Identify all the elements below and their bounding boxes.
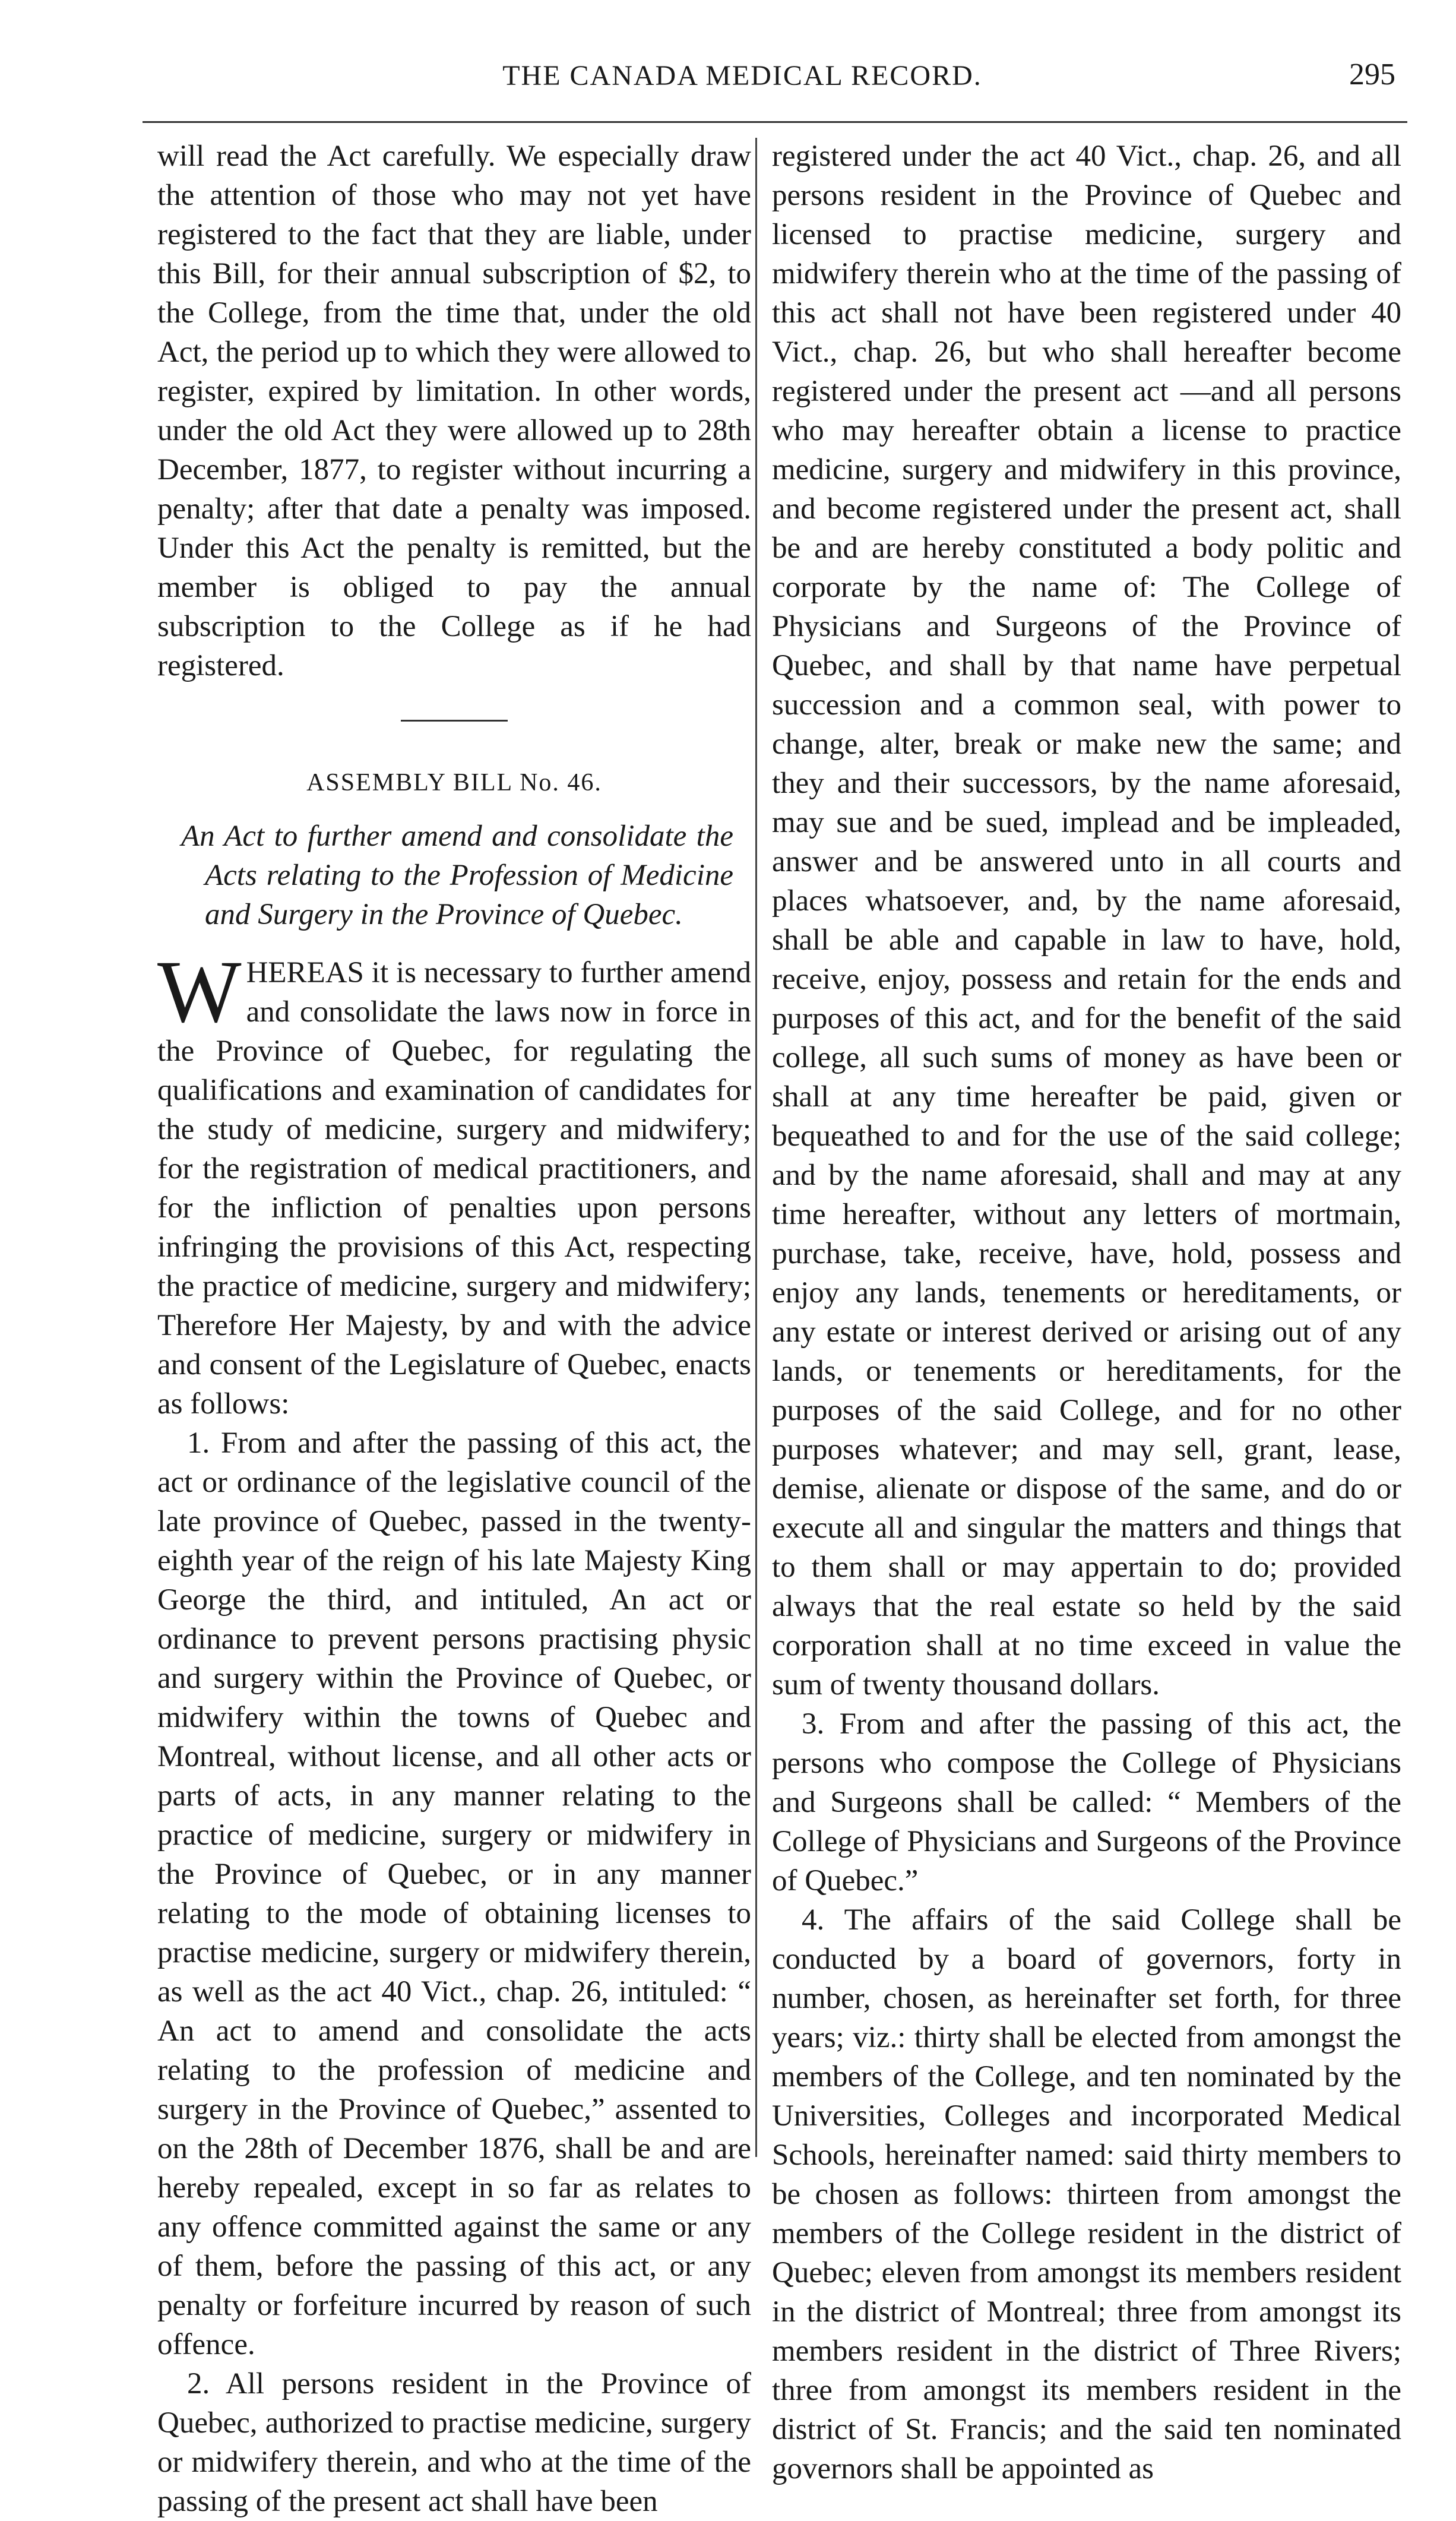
bill-title: An Act to further amend and consolidate the Acts relating to the Profession of Medicine and Surgery in the Province of Quebec. [181,820,733,931]
header-rule [143,121,1407,123]
running-header [143,55,1407,102]
section-4: 4. The affairs of the said College shall be conducted by a board of governors, forty in number, chosen, as hereinafter set forth, for three years; viz.: thirty shall be elected from amongst the members of the College, and ten nominated by the Universities, Colleges and incorporated Medical Schools, hereinafter named: said thirty members to be chosen as follows: thirteen from amongst the members of the College resident in the district of Quebec; eleven from amongst its members resident in the district of Montreal; three from amongst its members resident in the district of Three Rivers; three from amongst its members resident in the district of St. Francis; and the said ten nominated governors shall be appointed as [772,1903,1401,2485]
section-divider [401,720,508,722]
section-1: 1. From and after the passing of this act, the act or ordinance of the legislative council of the late province of Quebec, passed in the twenty-eighth year of the reign of his late Majesty King George the third, and intituled, An act or ordinance to prevent persons practising physic and surgery within the Province of Quebec, or midwifery within the towns of Quebec and Montreal, without license, and all other acts or parts of acts, in any manner relating to the practice of medicine, surgery or midwifery in the Province of Quebec, or in any manner relating to the mode of obtaining licenses to practise medicine, surgery or midwifery therein, as well as the act 40 Vict., chap. 26, intituled: “ An act to amend and consolidate the acts relating to the profession of medicine and surgery in the Province of Quebec,” assented to on the 28th of December 1876, shall be and are hereby repealed, except in so far as relates to any offence committed against the same or any of them, before the passing of this act, or any penalty or forfeiture incurred by reason of such offence. [157,1426,751,2361]
right-column [772,137,1401,2488]
section-2-continued: registered under the act 40 Vict., chap. 26, and all persons resident in the Province of Quebec and licensed to practise medicine, surgery and midwifery therein who at the time of the passing of this act shall not have been registered under 40 Vict., chap. 26, but who shall hereafter become registered under the present act —and all persons who may hereafter obtain a license to practice medicine, surgery and midwifery in this province, and become registered under the present act, shall be and are hereby constituted a body politic and corporate by the name of: The College of Physicians and Surgeons of the Province of Quebec, and shall by that name have perpetual succession and a common seal, with power to change, alter, break or make new the same; and they and their successors, by the name aforesaid, may sue and be sued, implead and be impleaded, answer and be answered unto in all courts and places whatsoever, and, by the name aforesaid, shall be able and capable in law to have, hold, receive, enjoy, possess and retain for the ends and purposes of this act, and for the benefit of the said college, all such sums of money as have been or shall at any time hereafter be paid, given or bequeathed to and for the use of the said college; and by the name aforesaid, shall and may at any time hereafter, without any letters of mortmain, purchase, take, receive, have, hold, possess and enjoy any lands, tenements or hereditaments, or any estate or interest derived or arising out of any lands, or tenements or hereditaments, for the purposes of the said College, and for no other purposes whatever; and may sell, grant, lease, demise, alienate or dispose of the same, and do or execute all and singular the matters and things that to them shall or may appertain to do; provided always that the real estate so held by the said corporation shall at no time exceed in value the sum of twenty thousand dollars. [772,140,1401,1701]
section-3: 3. From and after the passing of this act, the persons who compose the College of Physicians and Surgeons shall be called: “ Members of the College of Physicians and Surgeons of the Province of Quebec.” [772,1707,1401,1897]
bill-heading: ASSEMBLY BILL No. 46. [306,769,602,796]
journal-title: THE CANADA MEDICAL RECORD. [502,60,982,91]
page-number: 295 [1349,58,1395,91]
section-2-start: 2. All persons resident in the Province of Quebec, authorized to practise medicine, surgery or midwifery therein, and who at the time of the passing of the present act shall have been [157,2367,751,2518]
left-column [157,137,751,2521]
intro-paragraph: will read the Act carefully. We especially draw the attention of those who may not yet have registered to the fact that they are liable, under this Bill, for their annual subscription of $2, to the College, from the time that, under the old Act, the period up to which they were allowed to register, expired by limitation. In other words, under the old Act they were allowed up to 28th December, 1877, to register without incurring a penalty; after that date a penalty was imposed. Under this Act the penalty is remitted, but the member is obliged to pay the annual subscription to the College as if he had registered. [157,140,751,682]
whereas-clause: WHEREAS it is necessary to further amend and consolidate the laws now in force in the Province of Quebec, for regulating the qualifications and examination of candidates for the study of medicine, surgery and midwifery; for the registration of medical practitioners, and for the infliction of penalties upon persons infringing the provisions of this Act, respecting the practice of medicine, surgery and midwifery; Therefore Her Majesty, by and with the advice and consent of the Legislature of Quebec, enacts as follows: [157,942,751,1421]
column-divider [755,138,757,2157]
